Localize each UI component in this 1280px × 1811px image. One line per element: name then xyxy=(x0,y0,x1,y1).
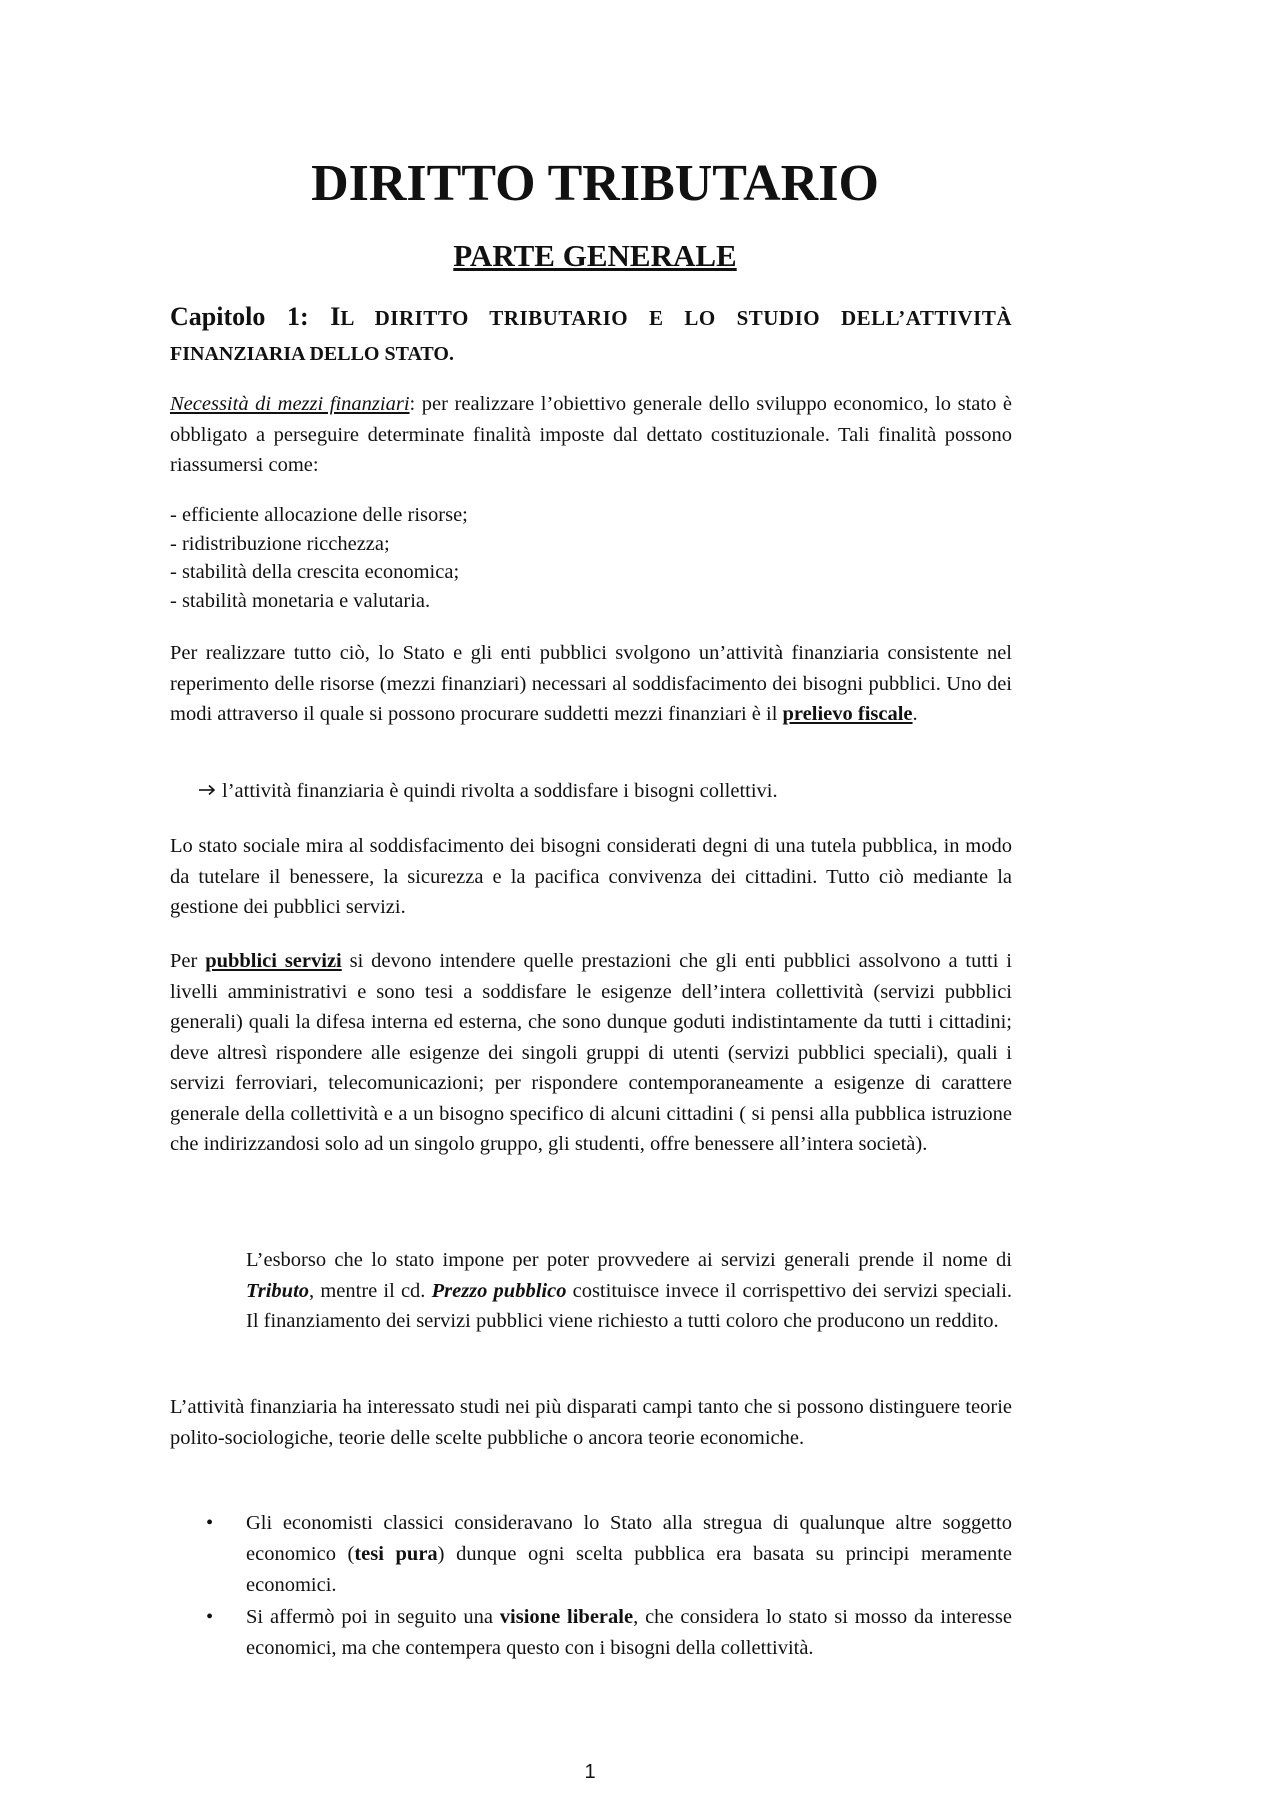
paragraph-start: L’esborso che lo stato impone per poter provvedere ai servizi generali prende il nome di xyxy=(246,1249,1012,1271)
tributo-term: Tributo xyxy=(246,1279,310,1302)
bullet-list xyxy=(170,1508,1012,1665)
list-item: - ridistribuzione ricchezza; xyxy=(170,532,390,555)
finalita-list xyxy=(170,501,1012,615)
bullet-text-end: , che considera lo stato si mosso da interesse economici, ma che contempera questo con i bisogni della collettività. xyxy=(246,1606,1012,1659)
paragraph-end: . xyxy=(912,703,918,725)
arrow-right-icon xyxy=(198,776,222,806)
list-item: - stabilità monetaria e valutaria. xyxy=(170,589,431,612)
bullet-item xyxy=(170,1508,1012,1601)
bullet-text-end: ) dunque ogni scelta pubblica era basata su principi meramente economici. xyxy=(246,1543,1013,1596)
bullet-icon: • xyxy=(206,1512,214,1534)
paragraph-necessita xyxy=(170,389,1012,481)
paragraph-pubblici-servizi xyxy=(170,946,1012,1160)
paragraph-stato-sociale: Lo stato sociale mira al soddisfacimento dei bisogni considerati degni di una tutela pubblica, in modo da tutelare il benessere, la sicurezza e la pacifica convivenza dei cittadini. Tutto ciò mediante la gestione dei pubblici servizi. xyxy=(170,835,1012,918)
bullet-text: Gli economisti classici consideravano lo Stato alla stregua di qualunque altre soggetto economico ( xyxy=(246,1512,1012,1565)
paragraph-mid: , mentre il cd. xyxy=(309,1279,432,1302)
paragraph-teorie: L’attività finanziaria ha interessato studi nei più disparati campi tanto che si possono distinguere teorie polito-sociologiche, teorie delle scelte pubbliche o ancora teorie economiche. xyxy=(170,1396,1012,1449)
chapter-initial: I xyxy=(330,302,341,331)
chapter-heading xyxy=(170,298,1012,371)
paragraph-text: si devono intendere quelle prestazioni che gli enti pubblici assolvono a tutti i livelli amministrativi e sono tesi a soddisfare le esigenze dell’intera collettività (servizi pubblici generali) quali la difesa interna ed esterna, che sono dunque goduti indistintamente da tutti i cittadini; deve altresì rispondere alle esigenze dei singoli gruppi di utenti (servizi pubblici speciali), quali i servizi ferroviari, telecomunicazioni; per rispondere contemporaneamente a esigenze di carattere generale della collettività e a un bisogno specifico di alcuni cittadini ( si pensi alla pubblica istruzione che indirizzandosi solo ad un singolo gruppo, gli studenti, offre benessere all’intera società). xyxy=(170,950,1012,1155)
chapter-heading-line-2: FINANZIARIA DELLO STATO. xyxy=(170,343,454,365)
list-item: - efficiente allocazione delle risorse; xyxy=(170,504,468,526)
paragraph-start: Per xyxy=(170,950,206,972)
visione-liberale-term: visione liberale xyxy=(499,1606,634,1628)
paragraph-text: Per realizzare tutto ciò, lo Stato e gli enti pubblici svolgono un’attività finanziaria consistente nel reperimento delle risorse (mezzi finanziari) necessari al soddisfacimento dei bisogni pubblici. Uno dei modi attraverso il quale si possono procurare suddetti mezzi finanziari è il xyxy=(170,642,1012,725)
chapter-label: Capitolo 1: xyxy=(170,302,309,331)
bullet-item xyxy=(170,1602,1012,1664)
bullet-icon: • xyxy=(206,1606,214,1628)
paragraph-lead-term: Necessità di mezzi finanziari xyxy=(170,393,410,415)
bullet-text: Si affermò poi in seguito una xyxy=(246,1606,500,1628)
pubblici-servizi-term: pubblici servizi xyxy=(205,950,342,972)
paragraph-tributo xyxy=(246,1245,1012,1337)
prelievo-fiscale-term: prelievo fiscale xyxy=(782,703,913,725)
paragraph-end: costituisce invece il corrispettivo dei servizi speciali. Il finanziamento dei servizi pubblici viene richiesto a tutti coloro che producono un reddito. xyxy=(246,1279,1013,1332)
arrow-note xyxy=(198,776,778,806)
document-title: DIRITTO TRIBUTARIO xyxy=(311,155,879,212)
list-item: - stabilità della crescita economica; xyxy=(170,561,460,583)
prezzo-pubblico-term: Prezzo pubblico xyxy=(431,1279,567,1302)
paragraph-attivita-finanziaria xyxy=(170,638,1012,730)
arrow-note-text: l’attività finanziaria è quindi rivolta a soddisfare i bisogni collettivi. xyxy=(222,780,778,802)
chapter-heading-line-1 xyxy=(170,298,1012,337)
page-number: 1 xyxy=(584,1761,596,1783)
tesi-pura-term: tesi pura xyxy=(354,1543,438,1565)
document-subtitle: PARTE GENERALE xyxy=(453,238,737,273)
paragraph-text: : per realizzare l’obiettivo generale dello sviluppo economico, lo stato è obbligato a perseguire determinate finalità imposte dal dettato costituzionale. Tali finalità possono riassumersi come: xyxy=(170,393,1013,476)
chapter-title-rest: L DIRITTO TRIBUTARIO E LO STUDIO DELL’ATTIVITÀ xyxy=(340,306,1013,330)
